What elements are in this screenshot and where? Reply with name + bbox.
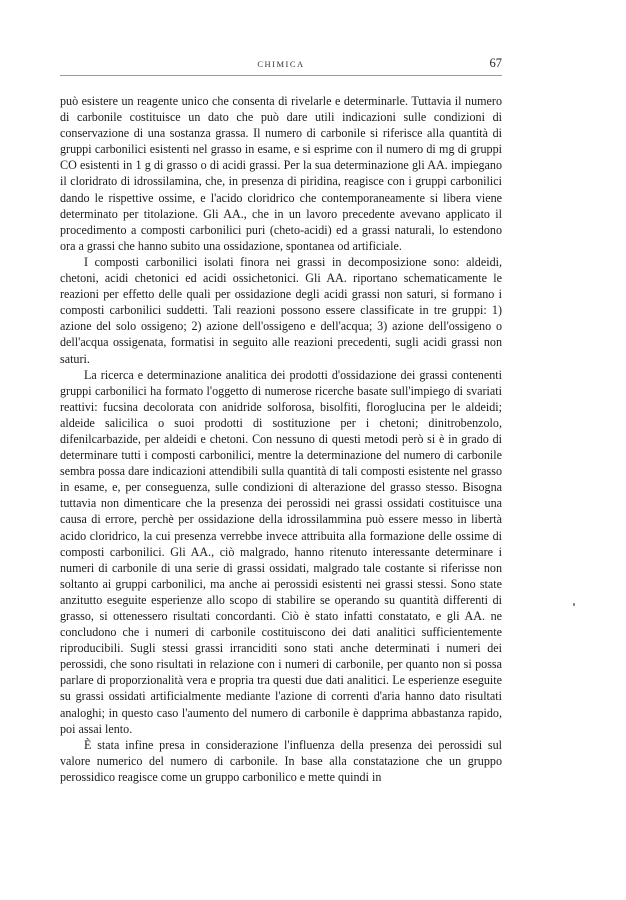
running-header xyxy=(60,56,502,74)
paragraph-carbonyl-compounds: I composti carbonilici isolati finora nei grassi in decomposizione sono: aldeidi, chetoni, acidi chetonici ed acidi ossichetonici. Gli AA. riportano schematicamente le reazioni per effetto delle quali per ossidazione degli acidi grassi non saturi, si formano i composti carbonilici suddetti. Tali reazioni possono essere classificate in tre gruppi: 1) azione del solo ossigeno; 2) azione dell'ossigeno e dell'acqua; 3) azione dell'ossigeno o dell'acqua ossigenata, formatisi in seguito alle reazioni precedenti, sugli acidi grassi non saturi. xyxy=(60,254,502,366)
paragraph-carbonyl-number: può esistere un reagente unico che consenta di rivelarle e determinarle. Tuttavia il numero di carbonile costituisce un dato che può dare utili indicazioni sulle condizioni di conservazione di una sostanza grassa. Il numero di carbonile si riferisce alla quantità di gruppi carbonilici esistenti nel grasso in esame, e si esprime con il numero di mg di gruppi CO esistenti in 1 g di grasso o di acidi grassi. Per la sua determinazione gli AA. impiegano il cloridrato di idrossilamina, che, in presenza di piridina, reagisce con i gruppi carbonilici dando le rispettive ossime, e l'acido cloridrico che contemporaneamente si libera viene determinato per titolazione. Gli AA., che in un lavoro precedente avevano applicato il procedimento a composti carbonilici puri (cheto-acidi) ed a grassi naturali, lo estendono ora a grassi che hanno subito una ossidazione, spontanea od artificiale. xyxy=(60,94,502,253)
book-page xyxy=(60,56,502,785)
header-rule xyxy=(60,75,502,76)
paragraph-peroxide-influence: È stata infine presa in considerazione l'influenza della presenza dei perossidi sul valore numerico del numero di carbonile. In base alla constatazione che un gruppo perossidico reagisce come un gruppo carbonilico e mette quindi in xyxy=(60,737,502,784)
page-number: 67 xyxy=(489,56,502,70)
paragraph-analytical-research: La ricerca e determinazione analitica dei prodotti d'ossidazione dei grassi contenenti gruppi carbonilici ha formato l'oggetto di numerose ricerche basate sull'impiego di svariati reattivi: fucsina decolorata con anidride solforosa, bisolfiti, floroglucina per le aldeidi; aldeide salicilica o suoi prodotti di sostituzione per i chetoni; dinitrobenzolo, difenilcarbazide, per aldeidi e chetoni. Con nessuno di questi metodi però si è in grado di determinare tutti i composti carbonilici, mentre la determinazione del numero di carbonile sembra possa dare indicazioni attendibili sulla quantità di tali composti esistente nel grasso in esame, e, per conseguenza, sulle condizioni di alterazione del grasso stesso. Bisogna tuttavia non dimenticare che la presenza dei perossidi nei grassi ossidati costituisce una causa di errore, perchè per ossidazione della idrossilammina può essere messo in libertà acido cloridrico, la cui presenza verrebbe invece attribuita alla formazione delle ossime di composti carbonilici. Gli AA., ciò malgrado, hanno ritenuto interessante determinare i numeri di carbonile di una serie di grassi ossidati, malgrado tale costante si riferisse non soltanto ai gruppi carbonilici, ma anche ai perossidi esistenti nei grassi stessi. Sono state anzitutto eseguite esperienze allo scopo di stabilire se operando su quantità differenti di grasso, si ottenessero risultati concordanti. Ciò è stato infatti constatato, e gli AA. ne concludono che i numeri di carbonile costituiscono dei dati analitici sufficientemente riproducibili. Sugli stessi grassi irranciditi sono stati anche determinati i numeri dei perossidi, che sono risultati in relazione con i numeri di carbonile, per quanto non si possa parlare di proporzionalità vera e propria tra questi due dati analitici. Le esperienze eseguite su grassi ossidati artificialmente mediante l'azione di correnti d'aria hanno dato risultati analoghi; in questo caso l'aumento del numero di carbonile è dapprima abbastanza rapido, poi assai lento. xyxy=(60,367,502,736)
print-speck xyxy=(573,603,575,606)
body-text xyxy=(60,93,502,785)
running-title: CHIMICA xyxy=(257,59,305,69)
